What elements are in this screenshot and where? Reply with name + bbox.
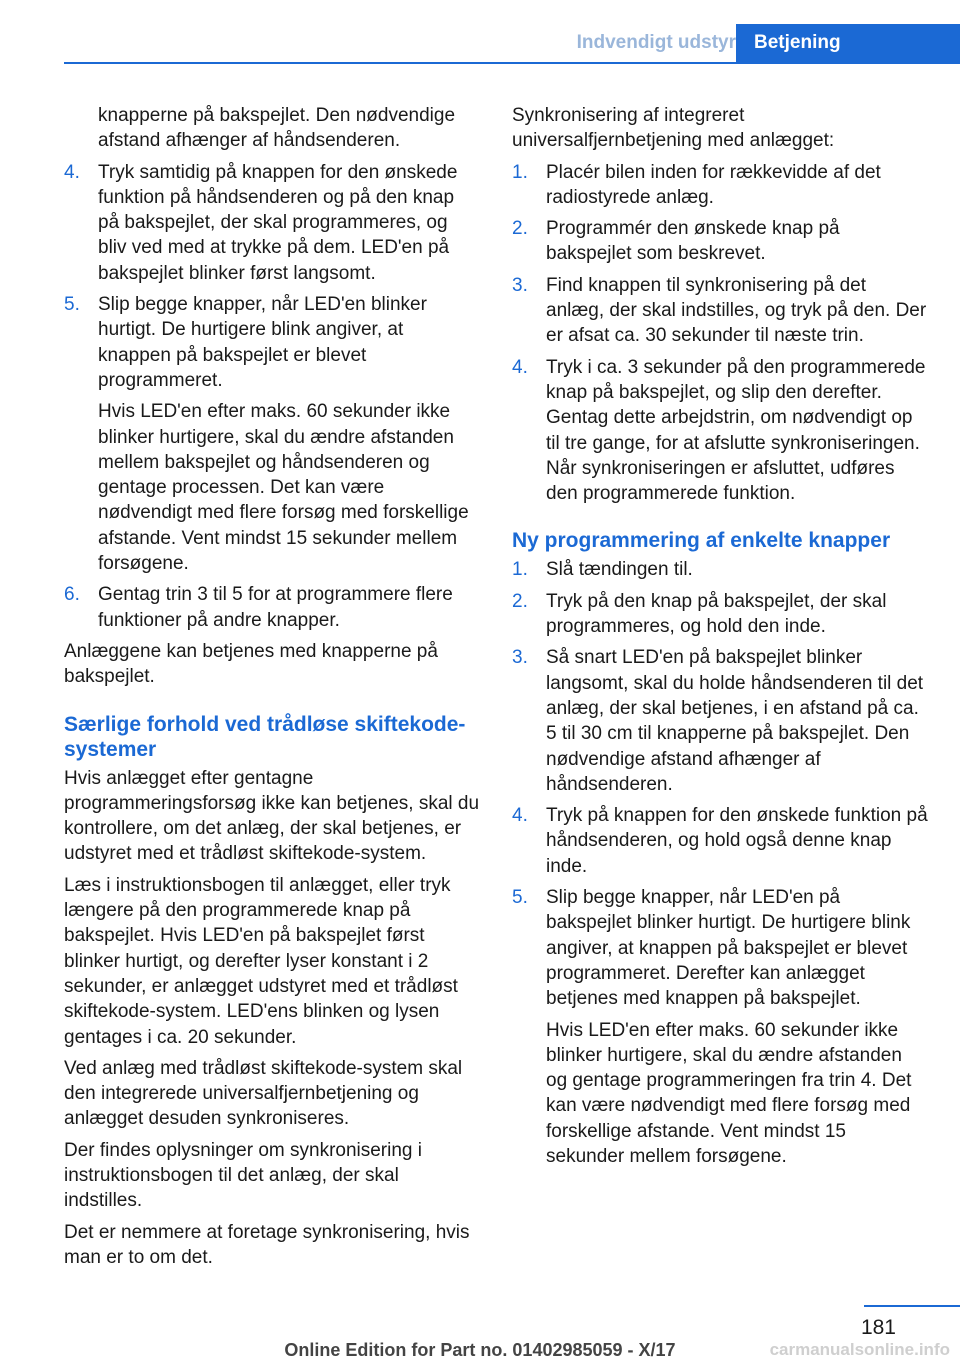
list-item [512,216,928,267]
step-number: 4. [64,161,80,183]
list-item [64,160,480,286]
step-note: Hvis LED'en efter maks. 60 sekunder ikke blinker hurtigere, skal du ændre afstanden mellem bakspejlet og håndsenderen og gentage processen. Det kan være nødvendigt med flere forsøg med forskellige afstande. Vent mindst 15 sekunder mellem forsøgene. [98,401,469,575]
step-number: 6. [64,584,80,606]
step-text: Så snart LED'en på bakspejlet blinker langsomt, skal du holde håndsenderen til det anlæg, der skal betjenes, i en afstand på ca. 5 til 30 cm til knapperne på bakspejlet. Den nødvendige afstand afhænger af håndsenderen. [546,647,924,795]
section-heading: Særlige forhold ved trådløse skiftekode-systemer [64,712,466,761]
list-item [64,582,480,633]
step-number: 1. [512,559,528,581]
step-text: Gentag trin 3 til 5 for at programmere flere funktioner på andre knapper. [98,584,453,631]
page-number: 181 [860,1316,896,1339]
paragraph: Det er nemmere at foretage synkronisering, hvis man er to om det. [64,1221,470,1268]
step-text: Tryk på knappen for den ønskede funktion på håndsenderen, og hold også denne knap inde. [546,805,928,877]
list-item [512,355,928,507]
edition-label: Online Edition for Part no. 01402985059 - X/17 [284,1340,676,1360]
header-section-label: Indvendigt udstyr [576,32,736,53]
list-item [512,645,928,797]
step-text: Tryk i ca. 3 sekunder på den programmerede knap på bakspejlet, og slip den derefter. Gentag dette arbejdstrin, om nødvendigt op til tre gange, for at afslutte synkroniseringen. Når synkroniseringen er afsluttet, udføres den programmerede funktion. [546,356,926,505]
step-number: 2. [512,218,528,240]
step-number: 5. [64,294,80,316]
page-header [0,0,960,62]
list-item [512,803,928,879]
list-item [512,160,928,211]
paragraph: Synkronisering af integreret universalfjernbetjening med anlægget: [512,105,835,152]
list-item [64,292,480,393]
paragraph: Læs i instruktionsbogen til anlægget, eller tryk længere på den programmerede knap på bakspejlet. Hvis LED'en på bakspejlet først blinker hurtigt, og derefter lyser konstant i 2 sekunder, er anlægget udstyret med et trådløst skiftekode-system. LED'ens blinken og lysen gentages i ca. 20 sekunder. [64,874,458,1048]
step-number: 4. [512,356,528,378]
right-column [512,103,928,1175]
continued-step-text: knapperne på bakspejlet. Den nødvendige afstand afhænger af håndsenderen. [98,105,456,152]
step-text: Tryk på den knap på bakspejlet, der skal programmeres, og hold den inde. [546,590,887,638]
paragraph: Hvis anlægget efter gentagne programmeringsforsøg ikke kan betjenes, skal du kontrollere, om det anlæg, der skal betjenes, er udstyret med et trådløst skiftekode-system. [64,767,480,865]
paragraph: Anlæggene kan betjenes med knapperne på bakspejlet. [64,640,438,688]
step-text: Slip begge knapper, når LED'en på bakspejlet blinker hurtigt. De hurtigere blink angiver, at knappen på bakspejlet er blevet programmeret. Derefter kan anlægget betjenes med knappen på bakspejlet. [546,887,911,1010]
paragraph: Der findes oplysninger om synkronisering i instruktionsbogen til det anlæg, der skal indstilles. [64,1139,422,1212]
list-item [512,273,928,349]
list-item [512,589,928,640]
step-text: Placér bilen inden for rækkevidde af det radiostyrede anlæg. [546,161,881,208]
step-number: 2. [512,590,528,612]
step-text: Programmér den ønskede knap på bakspejlet som beskrevet. [546,218,840,265]
step-text: Find knappen til synkronisering på det anlæg, der skal indstilles, og tryk på den. Der er afsat ca. 30 sekunder til næste trin. [546,274,927,347]
step-number: 1. [512,161,528,183]
left-column [64,103,480,1276]
step-number: 3. [512,647,528,669]
step-text: Slip begge knapper, når LED'en blinker hurtigt. De hurtigere blink angiver, at knappen på bakspejlet er blevet programmeret. [98,294,427,391]
list-item [512,885,928,1011]
watermark: carmanualsonline.info [769,1340,950,1359]
header-rule [64,62,960,64]
header-chapter-tab: Betjening [736,24,960,62]
step-text: Slå tændingen til. [546,559,693,581]
step-number: 3. [512,274,528,296]
paragraph: Ved anlæg med trådløst skiftekode-system skal den integrerede universalfjernbetjening og anlægget desuden synkroniseres. [64,1057,463,1130]
section-heading: Ny programmering af enkelte knapper [512,529,891,553]
step-number: 5. [512,887,528,909]
list-item [512,557,928,582]
step-text: Tryk samtidig på knappen for den ønskede funktion på håndsenderen og på den knap på bakspejlet, der skal programmeres, og bliv ved med at trykke på dem. LED'en på bakspejlet blinker først langsomt. [98,161,458,284]
step-number: 4. [512,805,528,827]
step-note: Hvis LED'en efter maks. 60 sekunder ikke blinker hurtigere, skal du ændre afstanden og gentage programmeringen fra trin 4. Det kan være nødvendigt med flere forsøg med forskellige afstande. Vent mindst 15 sekunder mellem forsøgene. [546,1019,912,1167]
footer-rule [864,1305,960,1307]
